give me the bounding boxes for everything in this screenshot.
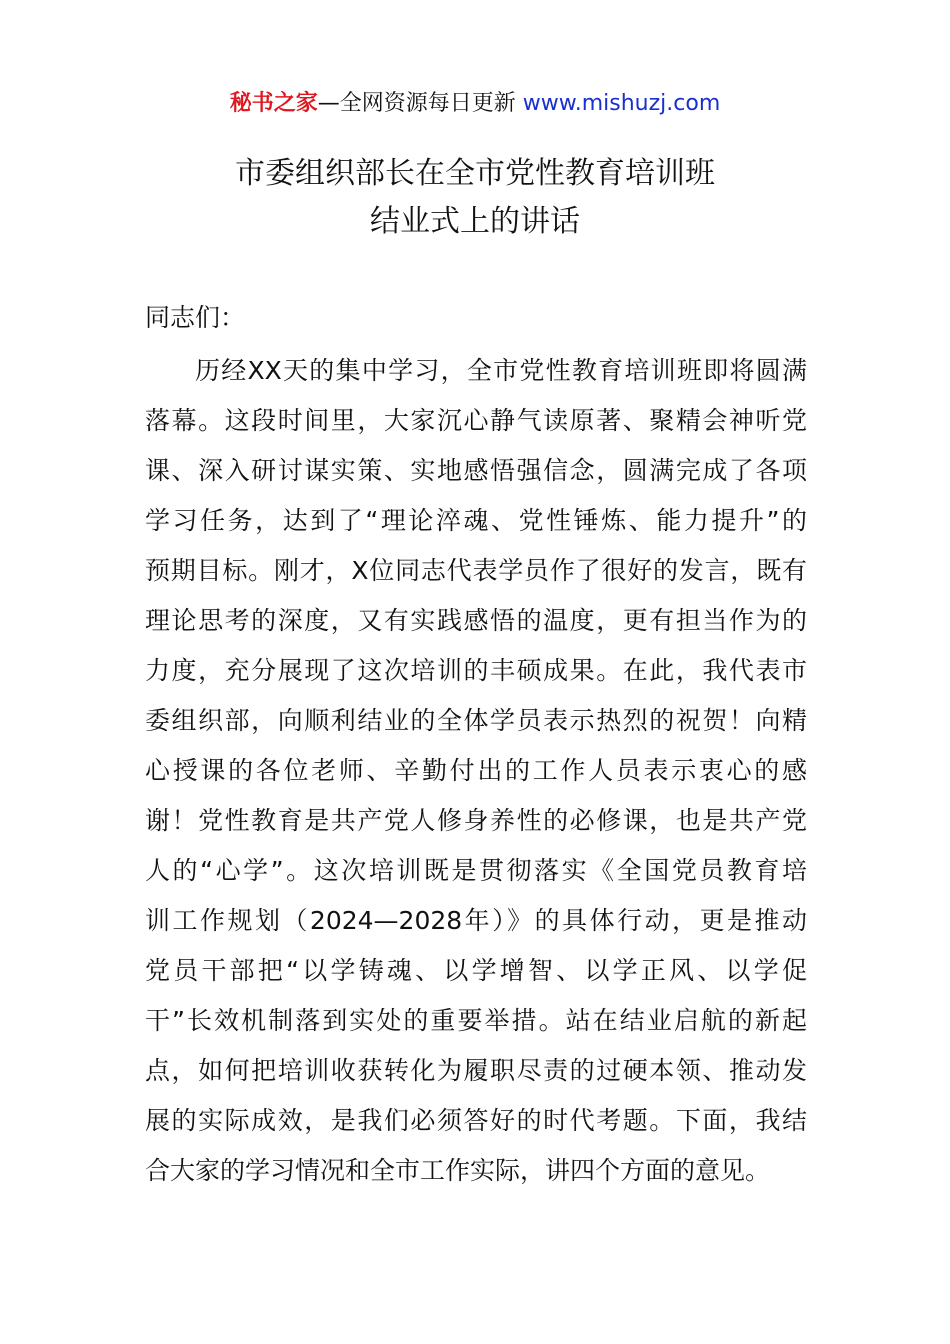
paragraph-line: 合大家的学习情况和全市工作实际，讲四个方面的意见。	[145, 1156, 771, 1185]
paragraph-line: 党员干部把“以学铸魂、以学增智、以学正风、以学促	[145, 956, 807, 985]
brand-name: 秘书之家	[229, 91, 318, 116]
paragraph-line: 人的“心学”。这次培训既是贯彻落实《全国党员教育培	[145, 856, 807, 885]
paragraph-line: 理论思考的深度，又有实践感悟的温度，更有担当作为的	[145, 606, 807, 635]
paragraph-line: 课、深入研讨谋实策、实地感悟强信念，圆满完成了各项	[145, 456, 807, 485]
salutation: 同志们：	[145, 303, 246, 332]
body-paragraph	[145, 346, 807, 1196]
paragraph-line: 展的实际成效，是我们必须答好的时代考题。下面，我结	[145, 1106, 807, 1135]
paragraph-line: 点，如何把培训收获转化为履职尽责的过硬本领、推动发	[145, 1056, 807, 1085]
title-line-1: 市委组织部长在全市党性教育培训班	[235, 156, 715, 191]
paragraph-line: 历经XX天的集中学习，全市党性教育培训班即将圆满	[195, 356, 807, 385]
paragraph-line: 学习任务，达到了“理论淬魂、党性锤炼、能力提升”的	[145, 506, 807, 535]
paragraph-line: 预期目标。刚才，X位同志代表学员作了很好的发言，既有	[145, 556, 807, 585]
header-tagline: —全网资源每日更新	[317, 91, 523, 116]
title-line-2: 结业式上的讲话	[370, 204, 580, 239]
paragraph-line: 心授课的各位老师、辛勤付出的工作人员表示衷心的感	[145, 756, 807, 785]
document-title	[0, 150, 950, 246]
paragraph-line: 委组织部，向顺利结业的全体学员表示热烈的祝贺！向精	[145, 706, 807, 735]
paragraph-line: 训工作规划（2024—2028年）》的具体行动，更是推动	[145, 906, 807, 935]
paragraph-line: 谢！党性教育是共产党人修身养性的必修课，也是共产党	[145, 806, 807, 835]
site-header	[0, 86, 950, 122]
paragraph-line: 落幕。这段时间里，大家沉心静气读原著、聚精会神听党	[145, 406, 807, 435]
site-url-link[interactable]: www.mishuzj.com	[522, 91, 721, 116]
paragraph-line: 力度，充分展现了这次培训的丰硕成果。在此，我代表市	[145, 656, 807, 685]
paragraph-line: 干”长效机制落到实处的重要举措。站在结业启航的新起	[145, 1006, 807, 1035]
